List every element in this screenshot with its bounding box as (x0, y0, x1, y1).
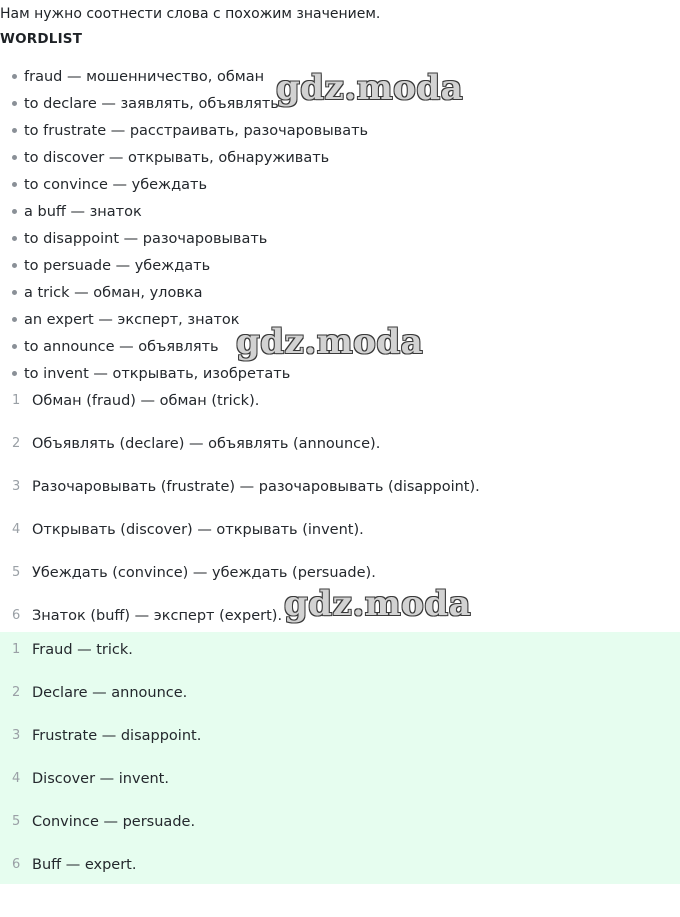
wordlist-item-text: a trick — обман, уловка (24, 285, 203, 301)
wordlist-item (12, 118, 368, 145)
item-text: Обман (fraud) — обман (trick). (32, 393, 260, 409)
item-number: 5 (12, 565, 21, 580)
bullet-icon (12, 290, 17, 295)
bullet-icon (12, 317, 17, 322)
watermark-logo: gdz.moda (284, 584, 472, 624)
bullet-icon (12, 74, 17, 79)
wordlist-item-text: to invent — открывать, изобретать (24, 366, 291, 382)
item-text: Знаток (buff) — эксперт (expert). (32, 608, 283, 624)
wordlist-heading: WORDLIST (0, 31, 83, 47)
wordlist-item-text: a buff — знаток (24, 204, 142, 220)
bullet-icon (12, 209, 17, 214)
wordlist-item-text: fraud — мошенничество, обман (24, 69, 265, 85)
item-number: 4 (12, 771, 21, 786)
wordlist-item (12, 172, 368, 199)
bullet-icon (12, 128, 17, 133)
item-text: Frustrate — disappoint. (32, 728, 202, 744)
item-number: 6 (12, 608, 21, 623)
item-text: Declare — announce. (32, 685, 188, 701)
item-text: Convince — persuade. (32, 814, 196, 830)
bullet-icon (12, 155, 17, 160)
bullet-icon (12, 344, 17, 349)
wordlist-item-text: to discover — открывать, обнаруживать (24, 150, 330, 166)
bullet-icon (12, 371, 17, 376)
wordlist-item (12, 199, 368, 226)
item-text: Объявлять (declare) — объявлять (announce). (32, 436, 381, 452)
item-number: 3 (12, 728, 21, 743)
wordlist-item-text: to persuade — убеждать (24, 258, 211, 274)
wordlist-item (12, 253, 368, 280)
wordlist-item-text: to announce — объявлять (24, 339, 219, 355)
item-number: 1 (12, 642, 21, 657)
bullet-icon (12, 182, 17, 187)
wordlist-item (12, 361, 368, 388)
wordlist-item-text: to disappoint — разочаровывать (24, 231, 268, 247)
item-number: 4 (12, 522, 21, 537)
item-number: 5 (12, 814, 21, 829)
intro-text: Нам нужно соотнести слова с похожим значением. (0, 6, 381, 22)
bullet-icon (12, 263, 17, 268)
wordlist-item (12, 280, 368, 307)
item-number: 1 (12, 393, 21, 408)
wordlist-item (12, 145, 368, 172)
wordlist-item (12, 226, 368, 253)
bullet-icon (12, 236, 17, 241)
wordlist-item-text: to declare — заявлять, объявлять (24, 96, 279, 112)
wordlist-item-text: an expert — эксперт, знаток (24, 312, 240, 328)
item-text: Discover — invent. (32, 771, 169, 787)
item-number: 2 (12, 436, 21, 451)
item-text: Buff — expert. (32, 857, 137, 873)
watermark-logo: gdz.moda (236, 322, 424, 362)
item-text: Убеждать (convince) — убеждать (persuade). (32, 565, 376, 581)
bullet-icon (12, 101, 17, 106)
item-text: Разочаровывать (frustrate) — разочаровывать (disappoint). (32, 479, 480, 495)
item-text: Открывать (discover) — открывать (invent). (32, 522, 364, 538)
item-text: Fraud — trick. (32, 642, 133, 658)
item-number: 6 (12, 857, 21, 872)
watermark-logo: gdz.moda (276, 68, 464, 108)
answers-panel (0, 632, 680, 884)
item-number: 2 (12, 685, 21, 700)
item-number: 3 (12, 479, 21, 494)
wordlist-item-text: to convince — убеждать (24, 177, 208, 193)
wordlist-item-text: to frustrate — расстраивать, разочаровывать (24, 123, 369, 139)
